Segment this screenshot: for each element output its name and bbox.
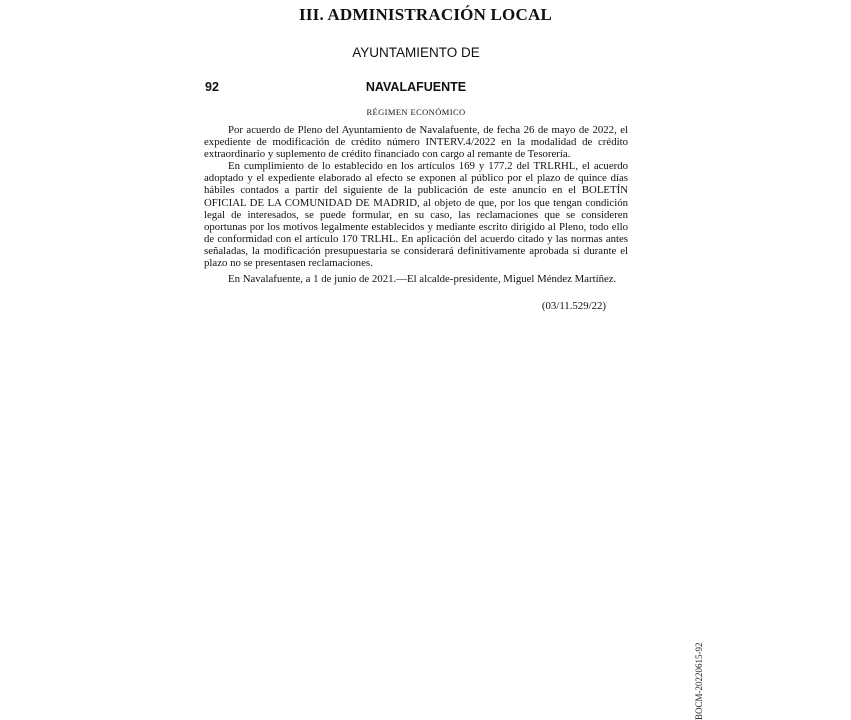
announcement-number: 92 bbox=[205, 80, 219, 94]
section-title: III. ADMINISTRACIÓN LOCAL bbox=[299, 5, 552, 24]
announcement-body bbox=[204, 124, 628, 285]
body-paragraph: En cumplimiento de lo establecido en los artículos 169 y 177.2 del TRLRHL, el acuerdo adoptado y el expediente elaborado al efecto se exponen al público por el plazo de quince días hábiles contados a partir del siguiente de la publicación de este anuncio en el BOLETÍN OFICIAL DE LA COMUNIDAD DE MADRID, al objeto de que, por los que tengan condición legal de interesados, se puede formular, en su caso, las reclamaciones que se consideren oportunas por los motivos legalmente establecidos y mediante escrito dirigido al Pleno, todo ello de conformidad con el artículo 170 TRLHL. En aplicación del acuerdo citado y las normas antes señaladas, la modificación presupuestaria se considerará definitivamente aprobada si durante el plazo no se presentasen reclamaciones. bbox=[204, 160, 628, 270]
signature-line: En Navalafuente, a 1 de junio de 2021.—El alcalde-presidente, Miguel Méndez Martíñez. bbox=[228, 273, 617, 286]
ayuntamiento-header: AYUNTAMIENTO DE bbox=[352, 45, 480, 60]
body-paragraph: Por acuerdo de Pleno del Ayuntamiento de Navalafuente, de fecha 26 de mayo de 2022, el expediente de modificación de crédito número INTERV.4/2022 en la modalidad de crédito extraordinario y suplemento de crédito financiado con cargo al remante de Tesorería. bbox=[204, 124, 628, 161]
side-document-code: BOCM-20220615-92 bbox=[694, 642, 704, 720]
municipality-name: NAVALAFUENTE bbox=[365, 80, 467, 94]
reference-code: (03/11.529/22) bbox=[541, 300, 606, 312]
announcement-subject: RÉGIMEN ECONÓMICO bbox=[366, 107, 466, 117]
